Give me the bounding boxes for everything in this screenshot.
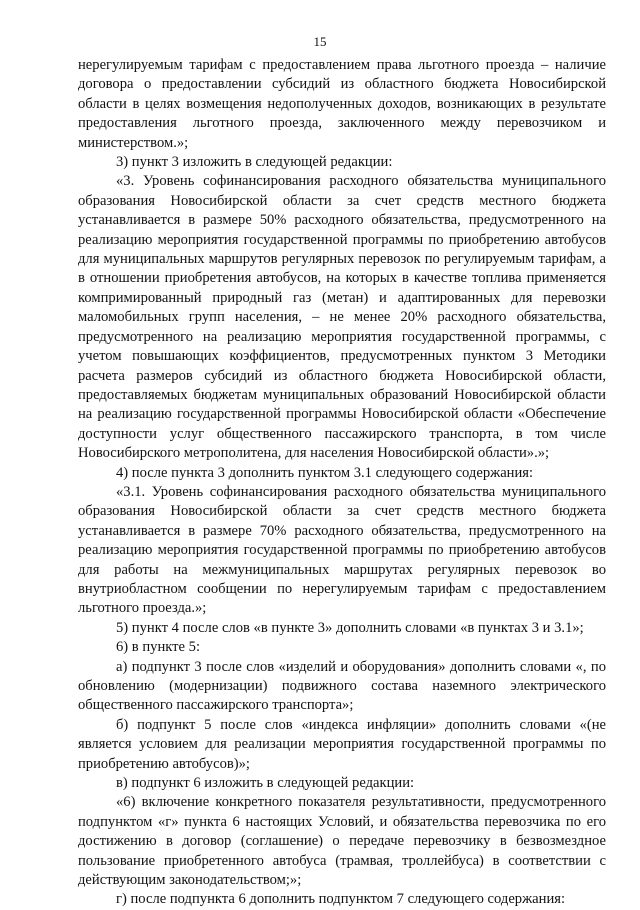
paragraph-subitem-g: г) после подпункта 6 дополнить подпунктом 7 следующего содержания:: [116, 891, 566, 908]
paragraph-subclause-6-text: «6) включение конкретного показателя результативности, предусмотренного подпунктом «г» пункта 6 настоящих Условий, и обязательства перевозчика по его достижению в договор (соглашение) о передаче перевозчику в безвозмездное пользование приобретенного автобуса (трамвая, троллейбуса) в соответствии с действующим законодательством;»;: [78, 794, 606, 889]
paragraph-subitem-v: в) подпункт 6 изложить в следующей редакции:: [116, 775, 415, 792]
paragraph-item-4: 4) после пункта 3 дополнить пунктом 3.1 следующего содержания:: [116, 464, 534, 481]
paragraph-subitem-a: а) подпункт 3 после слов «изделий и оборудования» дополнить словами «, по обновлению (модернизации) подвижного состава наземного электрического общественного пассажирского транспорта»;: [78, 658, 606, 714]
paragraph-item-6: 6) в пункте 5:: [116, 639, 201, 656]
page-number: 15: [313, 34, 327, 49]
paragraph-clause-3-text: «3. Уровень софинансирования расходного обязательства муниципального образования Новосибирской области за счет средств местного бюджета устанавливается в размере 50% расходного обязательства, предусмотренного на реализацию мероприятия государственной программы по приобретению автобусов для муниципальных маршрутов регулярных перевозок по регулируемым тарифам, а в отношении приобретения автобусов, на которых в качестве топлива применяется компримированный природный газ (метан) и адаптированных для перевозки маломобильных групп населения, – не менее 20% расходного обязательства, предусмотренного на реализацию мероприятия государственной программы, с учетом повышающих коэффициентов, предусмотренных пунктом 3 Методики расчета размеров субсидий из областного бюджета Новосибирской области, предоставляемых бюджетам муниципальных образований Новосибирской области на реализацию государственной программы Новосибирской области «Обеспечение доступности услуг общественного пассажирского транспорта, в том числе Новосибирского метрополитена, для населения Новосибирской области».»;: [78, 173, 606, 462]
paragraph-continuation: нерегулируемым тарифам с предоставлением права льготного проезда – наличие договора о предоставлении субсидий из областного бюджета Новосибирской области в целях возмещения недополученных доходов, возникающих в результате предоставления льготного проезда, заключенного между перевозчиком и министерством.»;: [78, 57, 606, 151]
paragraph-clause-3-1-text: «3.1. Уровень софинансирования расходного обязательства муниципального образования Новосибирской области за счет средств местного бюджета устанавливается в размере 70% расходного обязательства, предусмотренного на реализацию мероприятия государственной программы по приобретению автобусов для работы на межмуниципальных маршрутах регулярных перевозок во внутриобластном сообщении по нерегулируемым тарифам с предоставлением льготного проезда.»;: [78, 483, 606, 617]
document-body: [78, 56, 606, 910]
paragraph-item-3: 3) пункт 3 изложить в следующей редакции:: [116, 154, 393, 171]
paragraph-subitem-b: б) подпункт 5 после слов «индекса инфляции» дополнить словами «(не является условием для реализации мероприятия государственной программы по приобретению автобусов)»;: [78, 716, 606, 772]
paragraph-item-5: 5) пункт 4 после слов «в пункте 3» дополнить словами «в пунктах 3 и 3.1»;: [116, 619, 584, 636]
